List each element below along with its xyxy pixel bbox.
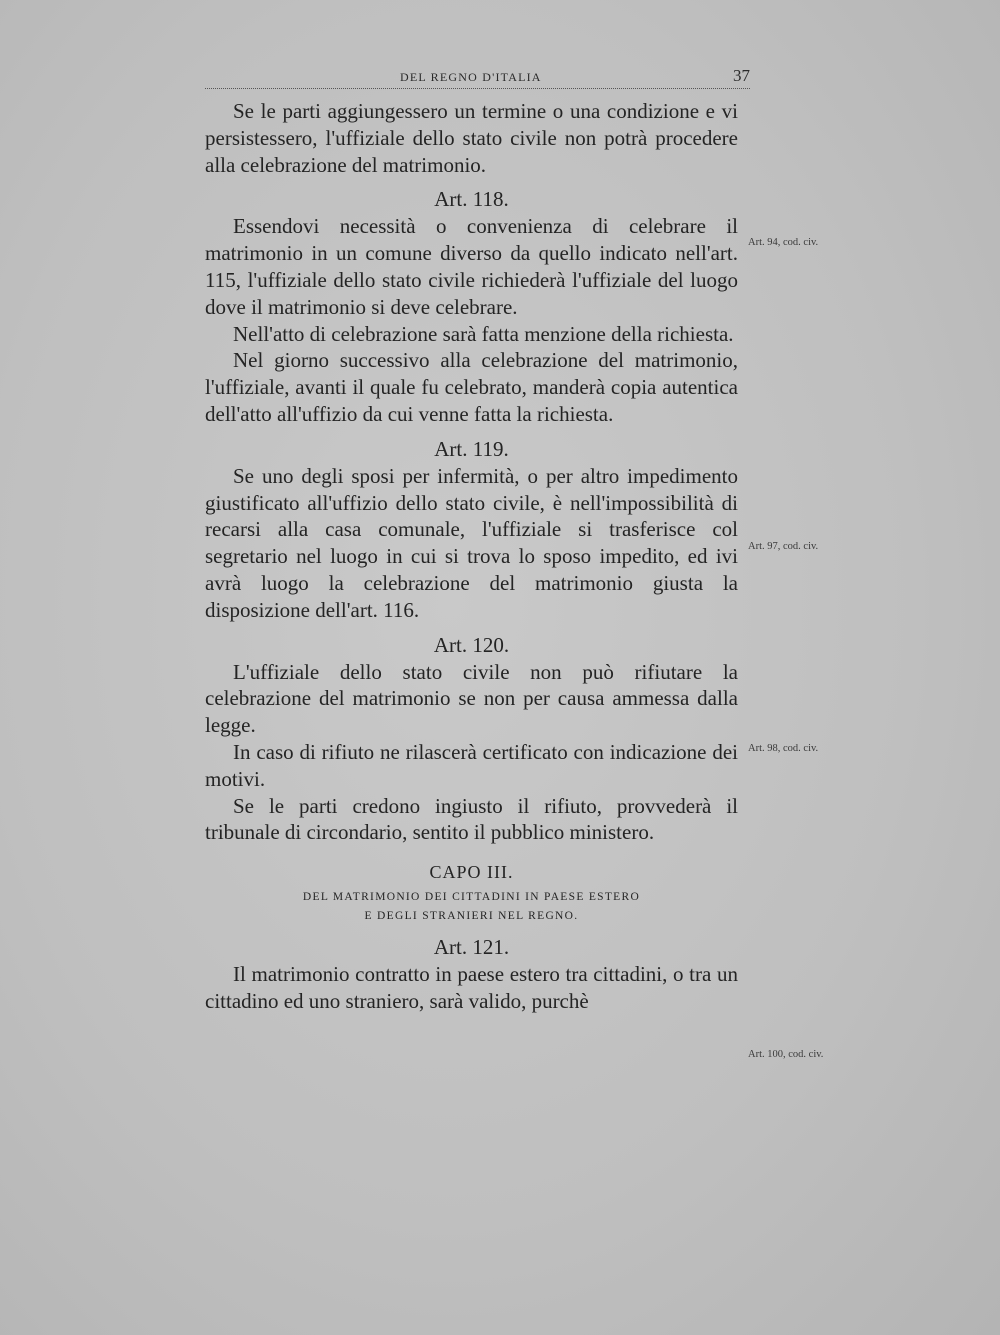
article-119-paragraph-1: Se uno degli sposi per infermità, o per altro impedimento giustificato all'uffizio dello stato civile, è nell'impossibilità di recarsi alla casa comunale, l'uffiziale si trasferisce col segretario nel luogo in cui si trova lo sposo impedito, ed ivi avrà luogo la celebrazione del matrimonio giusta la disposizione dell'art. 116. [205,463,738,622]
article-118-paragraph-1: Essendovi necessità o convenienza di celebrare il matrimonio in un comune diverso da quello indicato nell'art. 115, l'uffiziale dello stato civile richiederà l'uffiziale del luogo dove il matrimonio si deve celebrare. [205,214,738,319]
page-header [205,66,750,89]
running-title: DEL REGNO D'ITALIA [400,70,542,84]
article-118-heading: Art. 118. [434,187,509,212]
article-121-heading: Art. 121. [433,935,510,960]
article-120-paragraph-2: In caso di rifiuto ne rilascerà certificato con indicazione dei motivi. [205,739,738,791]
article-118-paragraph-2: Nell'atto di celebrazione sarà fatta menzione della richiesta. [233,321,734,346]
article-119-heading: Art. 119. [434,436,509,461]
article-118-paragraph-3: Nel giorno successivo alla celebrazione del matrimonio, l'uffiziale, avanti il quale fu celebrato, manderà copia autentica dell'atto all'uffizio da cui venne fatta la richiesta. [205,348,738,426]
margin-note-art-118: Art. 94, cod. civ. [748,237,819,248]
margin-note-art-119: Art. 97, cod. civ. [748,541,819,552]
chapter-subtitle-line-1: DEL MATRIMONIO DEI CITTADINI IN PAESE ESTERO [302,891,641,904]
body-text [205,98,738,1015]
article-121-paragraph-1: Il matrimonio contratto in paese estero tra cittadini, o tra un cittadino ed uno straniero, sarà valido, purchè [205,962,738,1013]
intro-paragraph: Se le parti aggiungessero un termine o una condizione e vi persistessero, l'uffiziale dello stato civile non potrà procedere alla celebrazione del matrimonio. [205,99,738,177]
chapter-title: CAPO III. [429,862,514,883]
article-120-heading: Art. 120. [433,632,510,657]
article-120-paragraph-1: L'uffiziale dello stato civile non può rifiutare la celebrazione del matrimonio se non per causa ammessa dalla legge. [205,659,738,738]
page-number: 37 [733,66,750,85]
chapter-subtitle-line-2: E DEGLI STRANIERI NEL REGNO. [364,910,579,923]
margin-note-art-121: Art. 100, cod. civ. [748,1049,824,1060]
margin-note-art-120: Art. 98, cod. civ. [748,743,819,754]
article-120-paragraph-3: Se le parti credono ingiusto il rifiuto, provvederà il tribunale di circondario, sentito il pubblico ministero. [205,793,738,845]
